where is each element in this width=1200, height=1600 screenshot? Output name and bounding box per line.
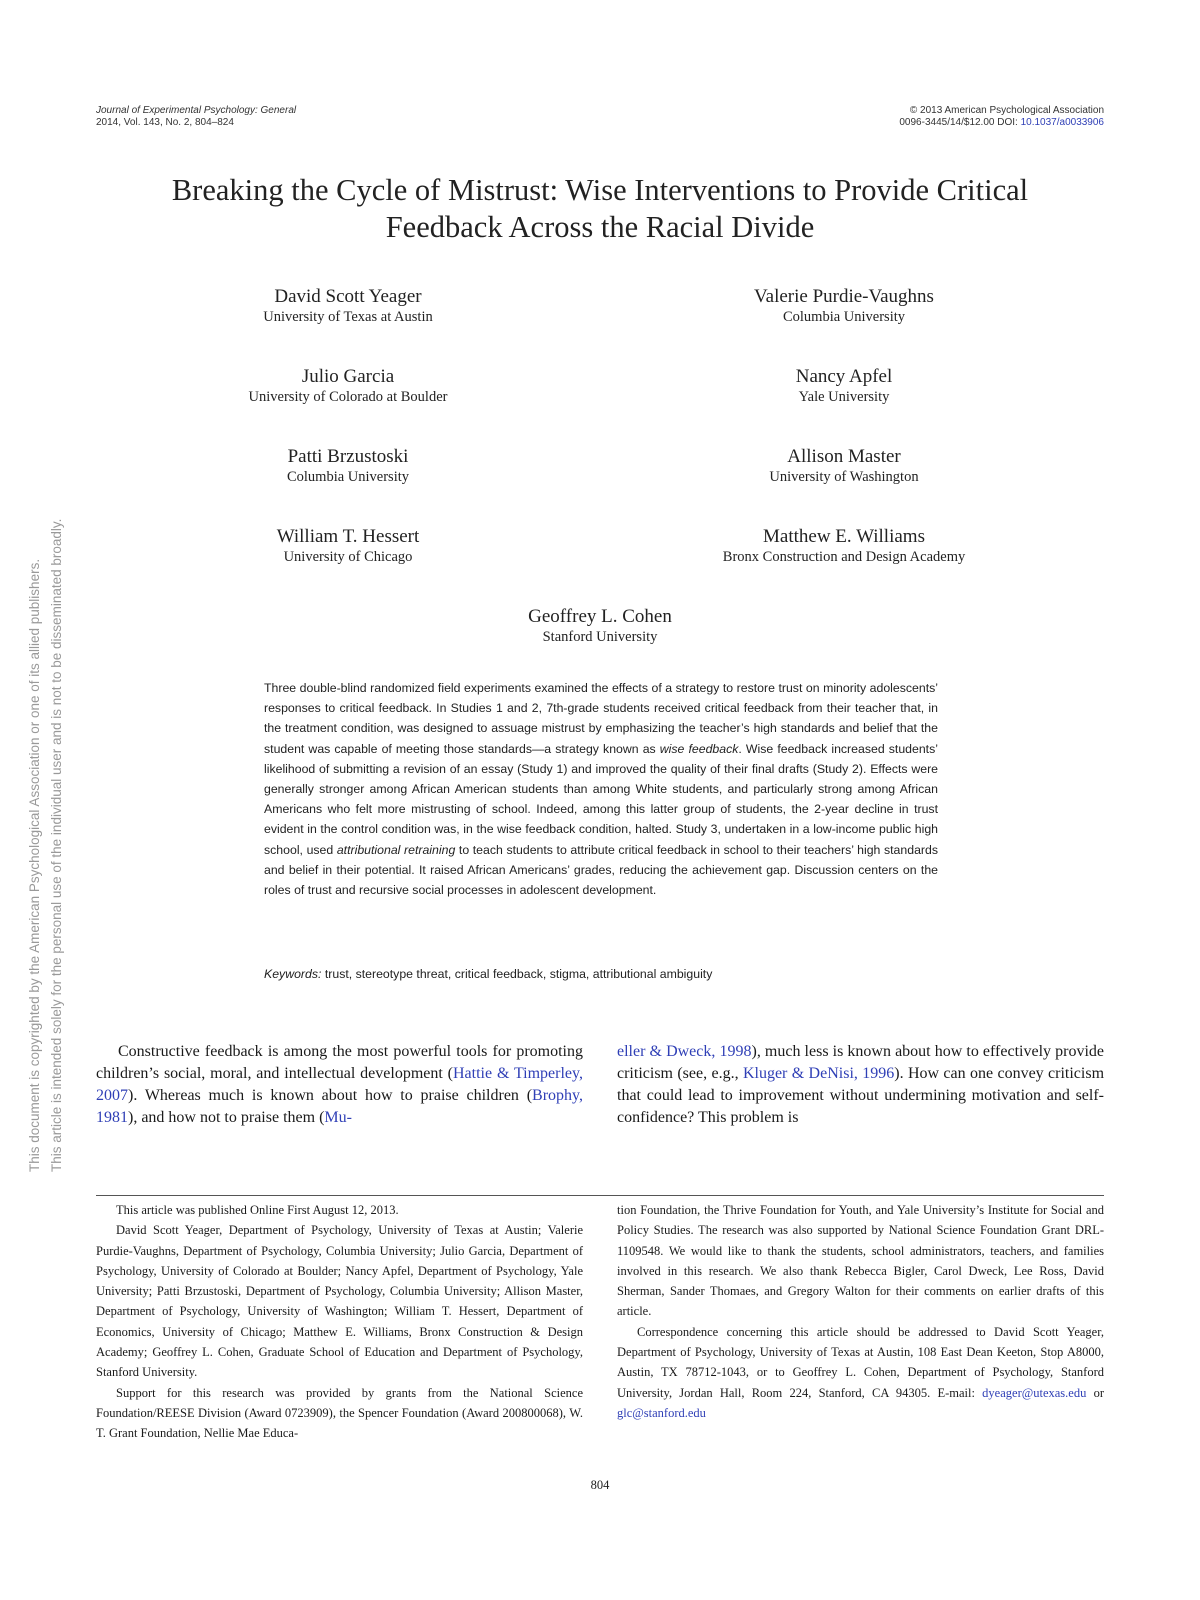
- author-name: Nancy Apfel: [795, 366, 893, 387]
- footnotes-right: [617, 1200, 1104, 1423]
- author-affiliation: Columbia University: [286, 469, 410, 485]
- author-block: [430, 606, 770, 646]
- side-notice-line-1: This document is copyrighted by the American Psychological Association or one of its allied publishers.: [27, 558, 42, 1172]
- abstract-term: attributional retraining: [336, 842, 456, 857]
- author-block: [178, 446, 518, 486]
- author-affiliation: University of Chicago: [283, 549, 413, 565]
- journal-name: Journal of Experimental Psychology: General: [96, 105, 297, 116]
- author-block: [178, 366, 518, 406]
- running-header-right: [899, 105, 1104, 129]
- citation-link[interactable]: Hattie & Timperley, 2007: [96, 1065, 583, 1104]
- affiliations-note: David Scott Yeager, Department of Psychology, University of Texas at Austin; Valerie Purdie-Vaughns, Department of Psychology, Columbia University; Julio Garcia, Department of Psychology, University of Colorado at Boulder; Nancy Apfel, Department of Psychology, Yale University; Patti Brzustoski, Department of Psychology, Columbia University; Allison Master, Department of Psychology, University of Washington; William T. Hessert, Department of Economics, University of Chicago; Matthew E. Williams, Bronx Construction & Design Academy; Geoffrey L. Cohen, Graduate School of Education and Department of Psychology, Stanford University.: [96, 1223, 583, 1380]
- page-number: 804: [590, 1478, 610, 1492]
- author-affiliation: University of Texas at Austin: [263, 309, 433, 325]
- keywords-text: trust, stereotype threat, critical feedback, stigma, attributional ambiguity: [321, 967, 713, 981]
- author-name: Julio Garcia: [301, 366, 395, 387]
- issn-text: 0096-3445/14/$12.00 DOI:: [899, 117, 1021, 128]
- correspondence-note: [617, 1322, 1104, 1423]
- author-affiliation: University of Washington: [769, 469, 919, 485]
- author-block: [674, 286, 1014, 326]
- author-name: Valerie Purdie-Vaughns: [754, 286, 934, 307]
- author-affiliation: Columbia University: [782, 309, 906, 325]
- keywords-label: Keywords:: [264, 967, 322, 981]
- author-affiliation: Yale University: [798, 389, 890, 405]
- abstract-text: to teach students to attribute critical feedback in school to their teachers’ high standards and belief in their potential. It raised African Americans’ grades, reducing the achievement gap. Discussion centers on the roles of trust and recursive social processes in adolescent development.: [264, 842, 938, 898]
- support-note-continued: tion Foundation, the Thrive Foundation for Youth, and Yale University’s Institute for Social and Policy Studies. The research was also supported by National Science Foundation Grant DRL-1109548. We would like to thank the students, school administrators, teachers, and families involved in this research. We also thank Rebecca Bigler, Carol Dweck, Lee Ross, David Sherman, Sander Thomaes, and Gregory Walton for their comments on earlier drafts of this article.: [617, 1203, 1104, 1319]
- author-block: [674, 526, 1014, 566]
- author-block: [674, 446, 1014, 486]
- body-text: ). Whereas much is known about how to praise children (: [128, 1087, 533, 1104]
- author-name: Geoffrey L. Cohen: [528, 606, 672, 627]
- side-notice-line-2: This article is intended solely for the personal use of the individual user and is not to be disseminated broadly.: [49, 518, 64, 1172]
- author-block: [178, 526, 518, 566]
- abstract-text: . Wise feedback increased students’ likelihood of submitting a revision of an essay (Study 1) and improved the quality of their final drafts (Study 2). Effects were generally stronger among African American students than among White students, and particularly strong among African Americans who felt more mistrusting of school. Indeed, among this latter group of students, the 2-year decline in trust evident in the control condition was, in the wise feedback condition, halted. Study 3, undertaken in a low-income public high school, used: [264, 741, 938, 857]
- author-block: [674, 366, 1014, 406]
- body-text: Constructive feedback is among the most powerful tools for promoting children’s social, moral, and intellectual development (: [96, 1043, 583, 1082]
- copyright-line: © 2013 American Psychological Association: [909, 105, 1104, 116]
- article-title: [96, 172, 1104, 246]
- author-affiliation: University of Colorado at Boulder: [248, 389, 448, 405]
- author-affiliation: Stanford University: [542, 629, 658, 645]
- email-link[interactable]: glc@stanford.edu: [617, 1405, 706, 1420]
- footnote-divider: [96, 1195, 1104, 1196]
- author-affiliation: Bronx Construction and Design Academy: [722, 549, 966, 565]
- title-line-2: Feedback Across the Racial Divide: [385, 210, 815, 244]
- copyright-side-notice: [24, 432, 68, 1172]
- author-name: William T. Hessert: [276, 526, 420, 547]
- citation-link[interactable]: Mu-: [324, 1109, 352, 1126]
- citation-link[interactable]: Kluger & DeNisi, 1996: [742, 1065, 895, 1082]
- body-column-left: [96, 1041, 583, 1129]
- body-text: ), and how not to praise them (: [128, 1109, 325, 1126]
- body-text: ), much less is known about how to effectively provide criticism (see, e.g.,: [617, 1043, 1104, 1082]
- body-column-right: [617, 1041, 1104, 1129]
- author-name: David Scott Yeager: [274, 286, 422, 307]
- abstract: [264, 678, 938, 900]
- volume-line: 2014, Vol. 143, No. 2, 804–824: [96, 117, 234, 128]
- issn-line: [899, 117, 1104, 129]
- keywords: [264, 967, 938, 981]
- support-note: Support for this research was provided by grants from the National Science Foundation/REESE Division (Award 0723909), the Spencer Foundation (Award 200800068), W. T. Grant Foundation, Nellie Mae Educa-: [96, 1385, 583, 1441]
- correspondence-text: Correspondence concerning this article should be addressed to David Scott Yeager, Department of Psychology, University of Texas at Austin, 108 East Dean Keeton, Stop A8000, Austin, TX 78712-1043, or to Geoffrey L. Cohen, Department of Psychology, Stanford University, Jordan Hall, Room 224, Stanford, CA 94305. E-mail:: [617, 1324, 1104, 1400]
- citation-link[interactable]: Brophy, 1981: [96, 1087, 583, 1126]
- body-text: ). How can one convey criticism that could lead to improvement without undermining motivation and self-confidence? This problem is: [617, 1065, 1105, 1126]
- author-block: [178, 286, 518, 326]
- citation-link[interactable]: eller & Dweck, 1998: [617, 1043, 752, 1060]
- author-name: Patti Brzustoski: [287, 446, 409, 467]
- email-link[interactable]: dyeager@utexas.edu: [982, 1385, 1087, 1400]
- title-line-1: Breaking the Cycle of Mistrust: Wise Interventions to Provide Critical: [171, 173, 1029, 207]
- running-header-left: [96, 105, 296, 129]
- correspondence-text: or: [1086, 1385, 1104, 1400]
- footnotes-left: [96, 1200, 583, 1444]
- doi-link[interactable]: 10.1037/a0033906: [1020, 117, 1104, 128]
- abstract-term: wise feedback: [659, 741, 739, 756]
- published-note: This article was published Online First August 12, 2013.: [116, 1203, 399, 1217]
- abstract-text: Three double-blind randomized field experiments examined the effects of a strategy to restore trust on minority adolescents’ responses to critical feedback. In Studies 1 and 2, 7th-grade students received critical feedback from their teacher that, in the treatment condition, was designed to assuage mistrust by emphasizing the teacher’s high standards and belief that the student was capable of meeting those standards—a strategy known as: [264, 681, 938, 756]
- author-name: Allison Master: [787, 446, 901, 467]
- author-name: Matthew E. Williams: [763, 526, 925, 547]
